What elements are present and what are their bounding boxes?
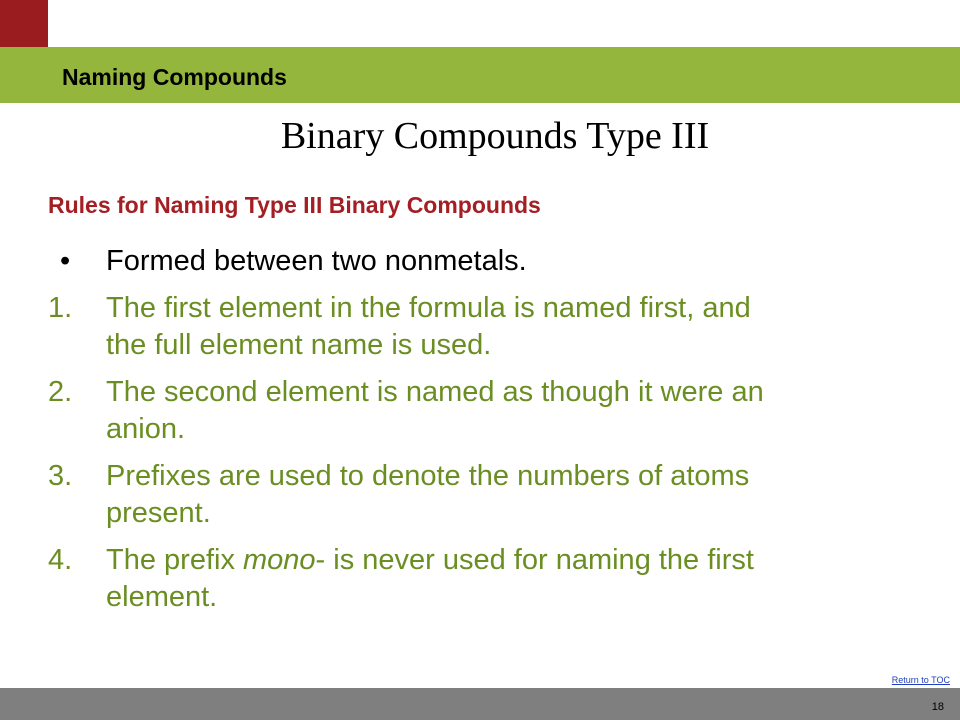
rule-text: The first element in the formula is named first, and the full element name is used. [106, 292, 751, 361]
rule-item [48, 458, 798, 532]
rule-item [48, 374, 798, 448]
rule-text: The prefix mono- is never used for naming the first element. [106, 544, 754, 613]
list-item-bullet [48, 243, 798, 280]
rule-number: 1. [48, 292, 73, 324]
rule-number: 4. [48, 544, 73, 576]
page-number: 18 [931, 701, 944, 713]
rule-text: Prefixes are used to denote the numbers of atoms present. [106, 460, 750, 529]
header-accent-block [0, 0, 48, 47]
bullet-text: Formed between two nonmetals. [106, 245, 527, 277]
slide-subtitle: Rules for Naming Type III Binary Compounds [48, 192, 541, 218]
rule-number: 2. [48, 376, 73, 408]
rule-number: 3. [48, 460, 73, 492]
rule-text: The second element is named as though it were an anion. [106, 376, 764, 445]
rule-item [48, 290, 798, 364]
footer-bar [0, 688, 960, 720]
section-title: Naming Compounds [62, 64, 287, 90]
return-to-toc-link[interactable]: Return to TOC [891, 675, 950, 685]
rules-list [48, 243, 798, 616]
bullet-marker: • [60, 245, 71, 277]
rule-item [48, 542, 798, 616]
slide-title: Binary Compounds Type III [280, 115, 710, 157]
